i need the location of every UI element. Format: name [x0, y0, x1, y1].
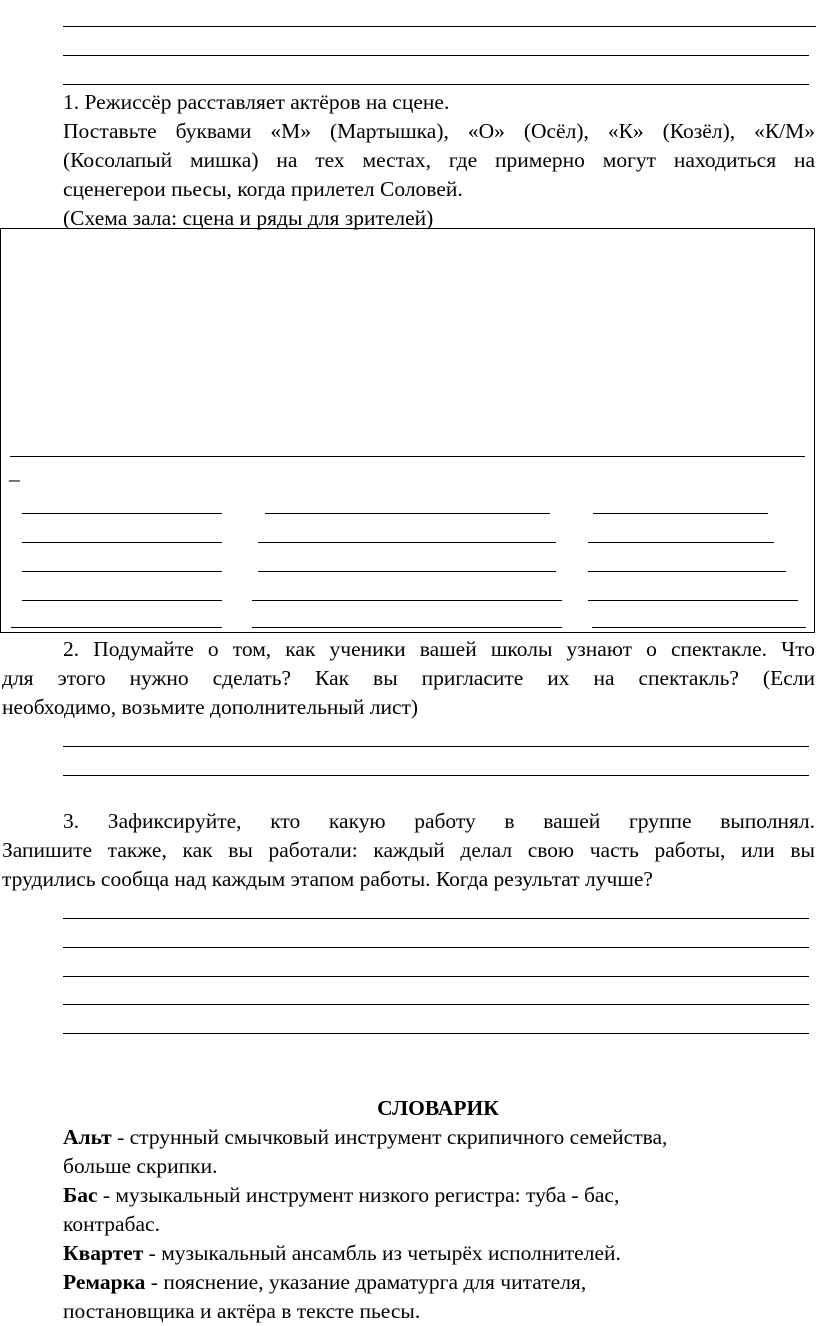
seat-row-line[interactable]: [588, 600, 798, 601]
glossary-term: Квартет: [63, 1241, 144, 1265]
task1-line: (Схема зала: сцена и ряды для зрителей): [63, 206, 434, 230]
task2-line: для этого нужно сделать? Как вы пригласите их на спектакль? (Если: [2, 666, 815, 690]
seat-row-line[interactable]: [588, 571, 786, 572]
stage-line: [10, 456, 805, 457]
glossary-term: Ремарка: [63, 1270, 146, 1294]
glossary-term: Бас: [63, 1183, 98, 1207]
seat-row-line[interactable]: [588, 542, 774, 543]
seat-row-line[interactable]: [252, 600, 562, 601]
task2-line: необходимо, возьмите дополнительный лист): [2, 695, 419, 719]
glossary-definition: - музыкальный ансамбль из четырёх исполнителей.: [143, 1241, 621, 1265]
seat-row-line[interactable]: [252, 627, 562, 628]
glossary-definition: - струнный смычковый инструмент скрипичного семейства,: [111, 1125, 668, 1149]
seat-row-line[interactable]: [592, 627, 806, 628]
answer-line[interactable]: [63, 55, 809, 56]
glossary-definition: - музыкальный инструмент низкого регистра: туба - бас,: [97, 1183, 620, 1207]
task1-heading: 1. Режиссёр расставляет актёров на сцене.: [63, 90, 450, 114]
stage-dash: _: [9, 460, 20, 484]
answer-line[interactable]: [63, 947, 809, 948]
glossary-entry: [63, 1239, 803, 1268]
glossary-definition-continuation: больше скрипки.: [63, 1154, 218, 1178]
task3-line: Запишите также, как вы работали: каждый делал свою часть работы, или вы: [2, 838, 815, 862]
answer-line[interactable]: [63, 976, 809, 977]
seat-row-line[interactable]: [265, 513, 550, 514]
seat-row-line[interactable]: [11, 627, 222, 628]
task1-line: (Косолапый мишка) на тех местах, где примерно могут находиться на: [63, 148, 815, 172]
seat-row-line[interactable]: [22, 542, 222, 543]
glossary-definition-continuation: контрабас.: [63, 1212, 160, 1236]
seat-row-line[interactable]: [22, 571, 222, 572]
glossary-term: Альт: [63, 1125, 112, 1149]
seat-row-line[interactable]: [258, 571, 556, 572]
task1-line: Поставьте буквами «М» (Мартышка), «О» (Осёл), «К» (Козёл), «К/М»: [63, 119, 815, 143]
answer-line[interactable]: [63, 26, 816, 27]
seat-row-line[interactable]: [22, 513, 222, 514]
answer-line[interactable]: [63, 1004, 809, 1005]
seat-row-line[interactable]: [22, 600, 222, 601]
answer-line[interactable]: [63, 84, 809, 85]
answer-line[interactable]: [63, 775, 809, 776]
glossary-entry: [63, 1268, 803, 1326]
glossary-entry: [63, 1123, 803, 1181]
answer-line[interactable]: [63, 918, 809, 919]
task3-line: трудились сообща над каждым этапом работы. Когда результат лучше?: [2, 867, 653, 891]
task3-heading: 3. Зафиксируйте, кто какую работу в вашей группе выполнял.: [63, 809, 815, 833]
glossary-definition: - пояснение, указание драматурга для читателя,: [145, 1270, 587, 1294]
answer-line[interactable]: [63, 746, 809, 747]
seat-row-line[interactable]: [593, 513, 768, 514]
task1-line: сценегерои пьесы, когда прилетел Соловей.: [63, 177, 463, 201]
answer-line[interactable]: [63, 1033, 809, 1034]
glossary-entry: [63, 1181, 803, 1239]
seat-row-line[interactable]: [258, 542, 556, 543]
hall-scheme[interactable]: [0, 228, 815, 633]
task2-heading: 2. Подумайте о том, как ученики вашей школы узнают о спектакле. Что: [63, 637, 815, 661]
glossary-definition-continuation: постановщика и актёра в тексте пьесы.: [63, 1299, 421, 1323]
glossary-title: СЛОВАРИК: [377, 1096, 499, 1120]
